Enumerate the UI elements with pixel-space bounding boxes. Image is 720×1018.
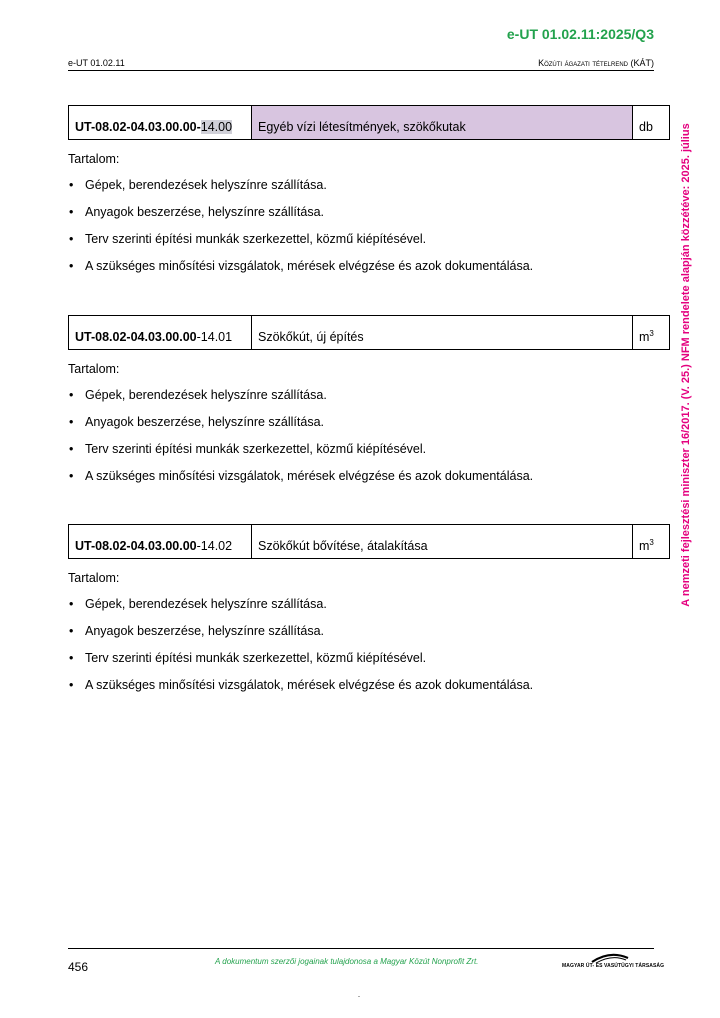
item-code: UT-08.02-04.03.00.00 bbox=[75, 330, 197, 344]
item-table bbox=[68, 315, 670, 350]
side-note bbox=[676, 95, 696, 635]
running-header bbox=[68, 58, 654, 71]
item-block-1 bbox=[68, 105, 670, 286]
table-row bbox=[69, 316, 670, 350]
list-item: • Anyagok beszerzése, helyszínre szállítása. bbox=[68, 205, 670, 219]
item-code-suffix: -14.01 bbox=[196, 330, 233, 344]
list-item: • Gépek, berendezések helyszínre szállítása. bbox=[68, 388, 670, 402]
header-left: e-UT 01.02.11 bbox=[68, 58, 125, 68]
bullet-list bbox=[68, 178, 670, 273]
item-unit-cell[interactable] bbox=[633, 316, 670, 350]
bullet-list bbox=[68, 388, 670, 483]
document-code: e-UT 01.02.11:2025/Q3 bbox=[506, 26, 654, 42]
list-item: • A szükséges minősítési vizsgálatok, mérések elvégzése és azok dokumentálása. bbox=[68, 678, 670, 692]
table-row bbox=[69, 525, 670, 559]
list-item: • Terv szerinti építési munkák szerkezettel, közmű kiépítésével. bbox=[68, 442, 670, 456]
item-title: Szökőkút bővítése, átalakítása bbox=[258, 539, 428, 553]
item-unit: m bbox=[639, 539, 650, 553]
item-table bbox=[68, 105, 670, 140]
side-note-text: A nemzeti fejlesztési miniszter 16/2017. (V. 25.) NFM rendelete alapján közzétéve: 2025. július bbox=[680, 123, 692, 607]
list-item: • Gépek, berendezések helyszínre szállítása. bbox=[68, 178, 670, 192]
item-code-suffix: -14.02 bbox=[196, 539, 233, 553]
page-number: 456 bbox=[68, 960, 89, 974]
item-code: UT-08.02-04.03.00.00- bbox=[75, 120, 201, 134]
list-item: • Terv szerinti építési munkák szerkezettel, közmű kiépítésével. bbox=[68, 232, 670, 246]
item-title-cell[interactable] bbox=[252, 106, 633, 140]
logo-text: MAGYAR ÚT- ÉS VASÚTÜGYI TÁRSASÁG bbox=[562, 963, 665, 969]
table-row bbox=[69, 106, 670, 140]
content-label: Tartalom: bbox=[68, 571, 120, 585]
item-content bbox=[68, 152, 670, 273]
item-content bbox=[68, 362, 670, 483]
scan-mark bbox=[358, 996, 360, 997]
item-block-3 bbox=[68, 524, 670, 705]
copyright-notice: A dokumentum szerzői jogainak tulajdonosa a Magyar Közút Nonprofit Zrt. bbox=[215, 957, 479, 966]
item-title-cell[interactable] bbox=[252, 525, 633, 559]
list-item: • Gépek, berendezések helyszínre szállítása. bbox=[68, 597, 670, 611]
item-unit-exponent: 3 bbox=[649, 537, 654, 547]
item-table bbox=[68, 524, 670, 559]
content-label: Tartalom: bbox=[68, 362, 120, 376]
list-item: • Anyagok beszerzése, helyszínre szállítása. bbox=[68, 624, 670, 638]
item-unit-cell[interactable] bbox=[633, 106, 670, 140]
list-item: • A szükséges minősítési vizsgálatok, mérések elvégzése és azok dokumentálása. bbox=[68, 259, 670, 273]
header-right: Közúti ágazati tételrend (KÁT) bbox=[538, 58, 654, 68]
item-unit: m bbox=[639, 330, 650, 344]
item-code-cell[interactable] bbox=[69, 316, 252, 350]
item-code: UT-08.02-04.03.00.00 bbox=[75, 539, 197, 553]
item-title-cell[interactable] bbox=[252, 316, 633, 350]
item-code-suffix: 14.00 bbox=[200, 120, 233, 134]
list-item: • Anyagok beszerzése, helyszínre szállítása. bbox=[68, 415, 670, 429]
item-block-2 bbox=[68, 315, 670, 496]
bullet-list bbox=[68, 597, 670, 692]
item-title: Egyéb vízi létesítmények, szökőkutak bbox=[258, 120, 466, 134]
list-item: • A szükséges minősítési vizsgálatok, mérések elvégzése és azok dokumentálása. bbox=[68, 469, 670, 483]
item-unit-exponent: 3 bbox=[649, 328, 654, 338]
item-content bbox=[68, 571, 670, 692]
content-label: Tartalom: bbox=[68, 152, 120, 166]
footer-divider bbox=[68, 948, 654, 949]
list-item: • Terv szerinti építési munkák szerkezettel, közmű kiépítésével. bbox=[68, 651, 670, 665]
item-unit-cell[interactable] bbox=[633, 525, 670, 559]
company-logo bbox=[562, 952, 665, 972]
item-unit: db bbox=[639, 120, 653, 134]
item-title: Szökőkút, új építés bbox=[258, 330, 364, 344]
item-code-cell[interactable] bbox=[69, 106, 252, 140]
item-code-cell[interactable] bbox=[69, 525, 252, 559]
